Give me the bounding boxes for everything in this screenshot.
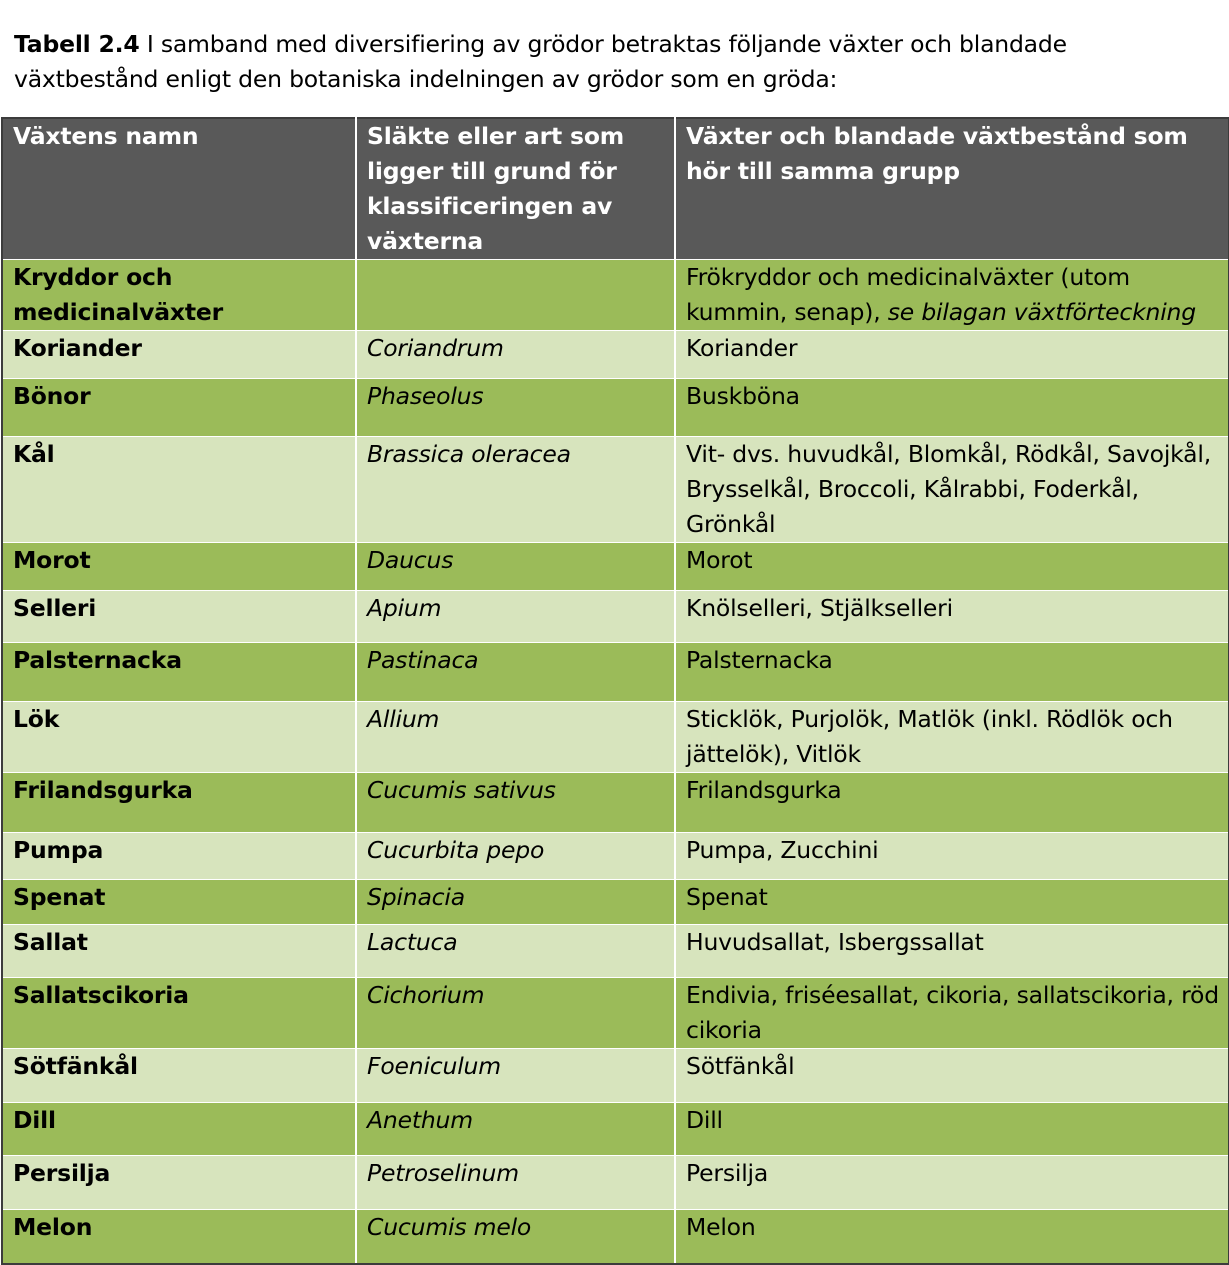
table-row [2,773,1229,833]
cell-group-members-text: Frökryddor och medicinalväxter (utom kummin, senap), [686,263,1130,326]
table-row [2,379,1229,437]
cell-genus: Foeniculum [356,1049,675,1103]
cell-group-members [675,1049,1229,1103]
table-row [2,702,1229,773]
cell-group-members-text: Buskböna [686,382,800,410]
table-caption [14,27,1214,97]
cell-genus: Pastinaca [356,643,675,702]
cell-group-members-text: Pumpa, Zucchini [686,836,879,864]
cell-group-members-text: Morot [686,546,753,574]
cell-genus: Lactuca [356,925,675,978]
column-header-plant-name: Växtens namn [2,118,356,260]
table-row [2,925,1229,978]
cell-group-members-text: Knölselleri, Stjälkselleri [686,594,953,622]
cell-group-members-text: Palsternacka [686,646,833,674]
cell-plant-name: Sallat [2,925,356,978]
cell-group-members-text: Dill [686,1106,723,1134]
cell-genus: Anethum [356,1103,675,1156]
cell-group-members [675,543,1229,591]
table-row [2,978,1229,1049]
table-row [2,1210,1229,1264]
cell-group-members-note: se bilagan växtförteckning [887,298,1196,326]
cell-genus: Spinacia [356,880,675,925]
cell-group-members [675,702,1229,773]
table-row [2,1103,1229,1156]
table-row [2,643,1229,702]
cell-plant-name: Koriander [2,331,356,379]
cell-plant-name: Selleri [2,591,356,643]
table-row [2,260,1229,331]
cell-genus: Petroselinum [356,1156,675,1210]
cell-group-members [675,773,1229,833]
cell-genus: Allium [356,702,675,773]
cell-group-members [675,1156,1229,1210]
cell-group-members-text: Frilandsgurka [686,776,842,804]
column-header-genus: Släkte eller art som ligger till grund för klassificeringen av växterna [356,118,675,260]
table-row [2,1049,1229,1103]
cell-group-members-text: Sötfänkål [686,1052,795,1080]
cell-plant-name: Frilandsgurka [2,773,356,833]
cell-group-members [675,643,1229,702]
cell-genus: Cichorium [356,978,675,1049]
cell-genus: Phaseolus [356,379,675,437]
cell-group-members [675,331,1229,379]
header-row [2,118,1229,260]
table-row [2,1156,1229,1210]
cell-plant-name: Kål [2,437,356,543]
cell-plant-name: Melon [2,1210,356,1264]
cell-group-members-text: Vit- dvs. huvudkål, Blomkål, Rödkål, Savojkål, Brysselkål, Broccoli, Kålrabbi, Foderkål, Grönkål [686,440,1211,538]
cell-group-members-text: Spenat [686,883,768,911]
cell-plant-name: Sallatscikoria [2,978,356,1049]
caption-label: Tabell 2.4 [14,30,140,58]
table-row [2,591,1229,643]
table-row [2,880,1229,925]
cell-group-members [675,978,1229,1049]
cell-plant-name: Spenat [2,880,356,925]
cell-plant-name: Lök [2,702,356,773]
table-row [2,833,1229,880]
cell-plant-name: Morot [2,543,356,591]
table-row [2,331,1229,379]
cell-group-members [675,1103,1229,1156]
table-row [2,543,1229,591]
crop-table [1,117,1229,1265]
cell-group-members-text: Sticklök, Purjolök, Matlök (inkl. Rödlök och jättelök), Vitlök [686,705,1173,768]
cell-plant-name: Bönor [2,379,356,437]
cell-plant-name: Pumpa [2,833,356,880]
cell-group-members-text: Endivia, friséesallat, cikoria, sallatscikoria, röd cikoria [686,981,1219,1044]
cell-group-members-text: Melon [686,1213,756,1241]
cell-group-members-text: Koriander [686,334,798,362]
cell-plant-name: Palsternacka [2,643,356,702]
cell-group-members [675,1210,1229,1264]
cell-genus: Daucus [356,543,675,591]
table-row [2,437,1229,543]
cell-genus: Cucurbita pepo [356,833,675,880]
caption-text: I samband med diversifiering av grödor betraktas följande växter och blandade växtbestånd enligt den botaniska indelningen av grödor som en gröda: [14,30,1067,93]
cell-genus: Apium [356,591,675,643]
cell-group-members-text: Persilja [686,1159,769,1187]
cell-group-members [675,591,1229,643]
cell-plant-name: Sötfänkål [2,1049,356,1103]
cell-genus: Brassica oleracea [356,437,675,543]
column-header-group-members: Växter och blandade växtbestånd som hör till samma grupp [675,118,1229,260]
cell-group-members [675,925,1229,978]
cell-plant-name: Persilja [2,1156,356,1210]
cell-group-members [675,379,1229,437]
cell-group-members [675,880,1229,925]
cell-genus: Cucumis sativus [356,773,675,833]
cell-plant-name: Dill [2,1103,356,1156]
cell-group-members-text: Huvudsallat, Isbergssallat [686,928,984,956]
cell-genus [356,260,675,331]
cell-group-members [675,833,1229,880]
cell-group-members [675,260,1229,331]
cell-genus: Cucumis melo [356,1210,675,1264]
cell-plant-name: Kryddor och medicinalväxter [2,260,356,331]
cell-group-members [675,437,1229,543]
cell-genus: Coriandrum [356,331,675,379]
